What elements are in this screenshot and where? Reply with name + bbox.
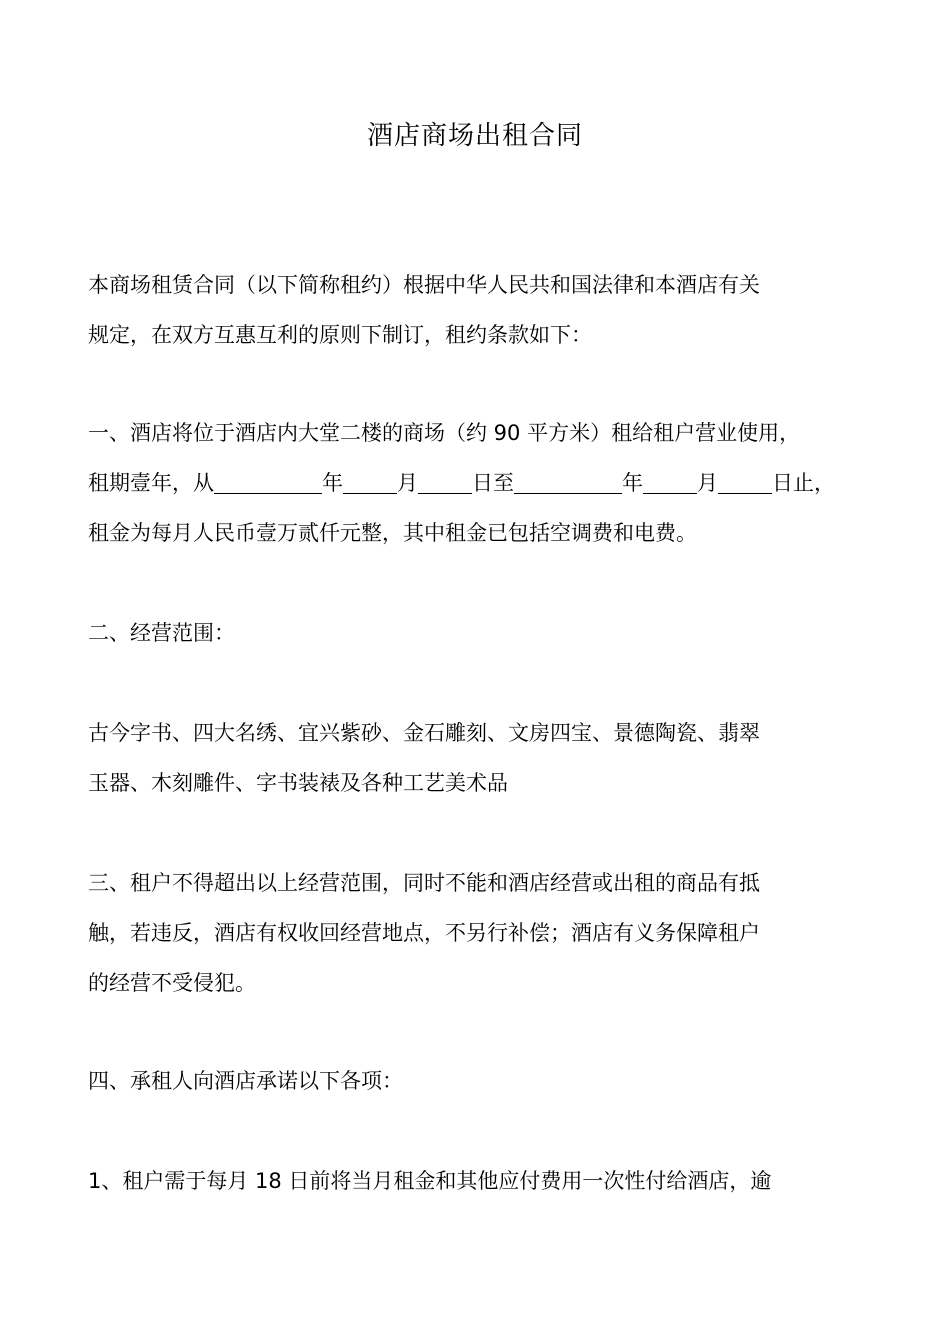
- start-day-label: 日至: [472, 471, 514, 495]
- intro-line-2: 规定，在双方互惠互利的原则下制订，租约条款如下：: [88, 323, 592, 347]
- clause-2-heading: 二、经营范围：: [88, 621, 235, 645]
- start-month-blank: [343, 469, 397, 494]
- scope-line-2: 玉器、木刻雕件、字书装裱及各种工艺美术品: [88, 771, 508, 795]
- clause-4-heading: 四、承租人向酒店承诺以下各项：: [88, 1069, 403, 1093]
- clause-3-line-3: 的经营不受侵犯。: [88, 971, 256, 995]
- start-day-blank: [418, 469, 472, 494]
- intro-paragraph: [88, 260, 868, 360]
- end-month-blank: [643, 469, 697, 494]
- end-month-label: 月: [697, 471, 718, 495]
- clause-1-line-3: 租金为每月人民币壹万贰仟元整，其中租金已包括空调费和电费。: [88, 521, 697, 545]
- start-month-label: 月: [397, 471, 418, 495]
- clause-1-paragraph: [88, 408, 868, 558]
- document-title: 酒店商场出租合同: [366, 121, 583, 151]
- scope-paragraph: [88, 708, 868, 808]
- clause-3-paragraph: [88, 858, 868, 1008]
- end-year-blank: [514, 469, 622, 494]
- clause-3-line-2: 触，若违反，酒店有权收回经营地点，不另行补偿；酒店有义务保障租户: [88, 921, 760, 945]
- end-year-label: 年: [622, 471, 643, 495]
- intro-line-1: 本商场租赁合同（以下简称租约）根据中华人民共和国法律和本酒店有关: [88, 273, 760, 297]
- clause-1-line-1: 一、酒店将位于酒店内大堂二楼的商场（约 90 平方米）租给租户营业使用，: [88, 421, 801, 445]
- lease-term-prefix: 租期壹年，从: [88, 471, 214, 495]
- end-day-blank: [718, 469, 772, 494]
- scope-line-1: 古今字书、四大名绣、宜兴紫砂、金石雕刻、文房四宝、景德陶瓷、翡翠: [88, 721, 760, 745]
- start-year-label: 年: [322, 471, 343, 495]
- start-year-blank: [214, 469, 322, 494]
- end-day-label: 日止，: [772, 471, 835, 495]
- clause-1-line-2: [88, 458, 868, 508]
- clause-4-item-1: 1、租户需于每月 18 日前将当月租金和其他应付费用一次性付给酒店，逾: [88, 1169, 772, 1193]
- clause-3-line-1: 三、租户不得超出以上经营范围，同时不能和酒店经营或出租的商品有抵: [88, 871, 760, 895]
